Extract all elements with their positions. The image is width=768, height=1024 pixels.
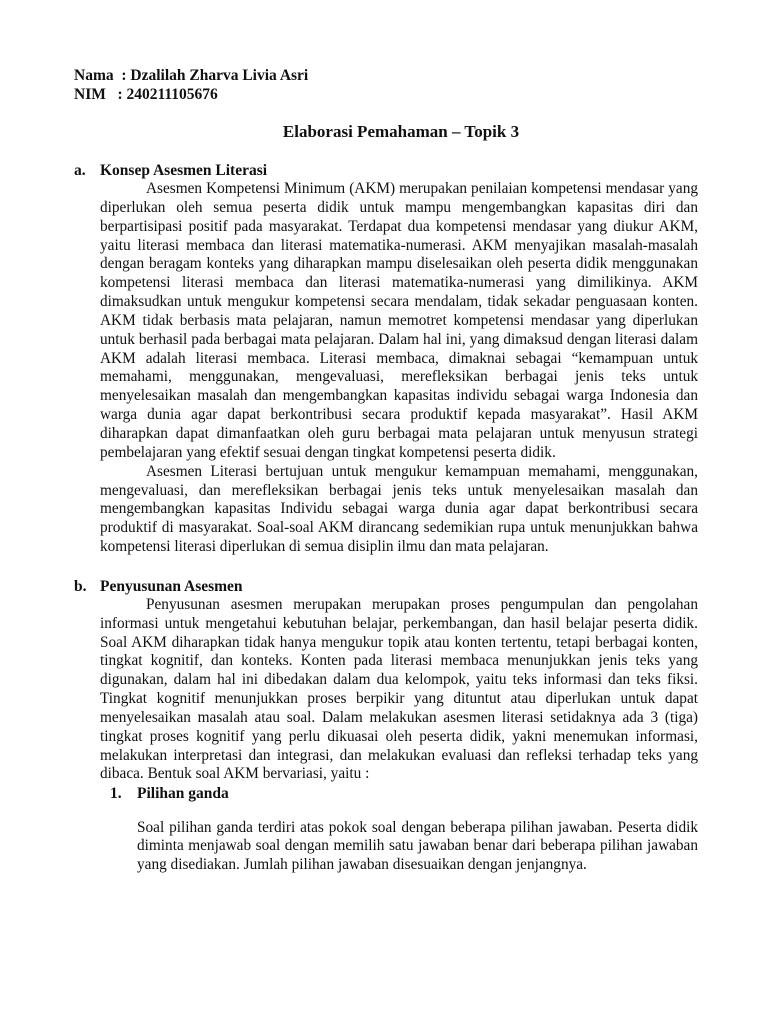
section-a-title: Konsep Asesmen Literasi <box>100 162 268 179</box>
list-item-number: 1. <box>110 785 122 803</box>
section-a-paragraph-1: Asesmen Kompetensi Minimum (AKM) merupakan penilaian kompetensi mendasar yang diperlukan oleh semua peserta didik untuk mampu mengembangkan kapasitas diri dan berpartisipasi positif pada masyarakat. Terdapat dua kompetensi mendasar yang diukur AKM, yaitu literasi membaca dan literasi matematika-numerasi. AKM menyajikan masalah-masalah dengan beragam konteks yang diharapkan mampu diselesaikan oleh peserta didik menggunakan kompetensi literasi membaca dan literasi matematika-numerasi yang dimilikinya. AKM dimaksudkan untuk mengukur kompetensi secara mendalam, tidak sekadar penguasaan konten. AKM tidak berbasis mata pelajaran, namun memotret kompetensi mendasar yang diperlukan untuk berhasil pada berbagai mata pelajaran. Dalam hal ini, yang dimaksud dengan literasi dalam AKM adalah literasi membaca. Literasi membaca, dimaknai sebagai “kemampuan untuk memahami, menggunakan, mengevaluasi, merefleksikan berbagai jenis teks untuk menyelesaikan masalah dan mengembangkan kapasitas individu sebagai warga Indonesia dan warga dunia agar dapat berkontribusi secara produktif kepada masyarakat”. Hasil AKM diharapkan dapat dimanfaatkan oleh guru berbagai mata pelajaran untuk menyusun strategi pembelajaran yang efektif sesuai dengan tingkat kompetensi peserta didik. <box>100 180 698 461</box>
student-nim: NIM : 240211105676 <box>74 86 218 103</box>
list-item-title: Pilihan ganda <box>137 785 229 803</box>
section-a-heading <box>74 161 698 180</box>
section-spacer <box>74 557 698 577</box>
section-b-title: Penyusunan Asesmen <box>100 577 243 595</box>
section-b-paragraph-1: Penyusunan asesmen merupakan merupakan proses pengumpulan dan pengolahan informasi untuk mengetahui kebutuhan belajar, perkembangan, dan hasil belajar peserta didik. Soal AKM diharapkan tidak hanya mengukur topik atau konten tertentu, tetapi berbagai konten, tingkat kognitif, dan konteks. Konten pada literasi membaca menunjukkan jenis teks yang digunakan, dalam hal ini dibedakan dalam dua kelompok, yaitu teks informasi dan teks fiksi. Tingkat kognitif menunjukkan proses berpikir yang dituntut atau diperlukan untuk dapat menyelesaikan masalah atau soal. Dalam melakukan asesmen literasi setidaknya ada 3 (tiga) tingkat proses kognitif yang perlu dikuasai oleh peserta didik, yakni menemukan informasi, melakukan interpretasi dan integrasi, dan melakukan evaluasi dan refleksi terhadap teks yang dibaca. Bentuk soal AKM bervariasi, yaitu : <box>100 595 698 783</box>
page-title: Elaborasi Pemahaman – Topik 3 <box>282 122 520 141</box>
student-name: Nama : Dzalilah Zharva Livia Asri <box>74 67 309 84</box>
list-item-heading <box>110 784 698 803</box>
section-b-heading <box>74 577 698 596</box>
section-a-letter: a. <box>74 162 86 179</box>
section-a-paragraph-2: Asesmen Literasi bertujuan untuk mengukur kemampuan memahami, menggunakan, mengevaluasi, dan merefleksikan berbagai jenis teks untuk menyelesaikan masalah dan mengembangkan kapasitas Individu sebagai warga dunia agar dapat berkontribusi secara produktif di masyarakat. Soal-soal AKM dirancang sedemikian rupa untuk menunjukkan bahwa kompetensi literasi diperlukan di semua disiplin ilmu dan mata pelajaran. <box>100 462 698 556</box>
list-item-text: Soal pilihan ganda terdiri atas pokok soal dengan beberapa pilihan jawaban. Peserta didik diminta menjawab soal dengan memilih satu jawaban benar dari beberapa pilihan jawaban yang disediakan. Jumlah pilihan jawaban disesuaikan dengan jenjangnya. <box>137 818 698 874</box>
section-b-letter: b. <box>74 577 87 595</box>
